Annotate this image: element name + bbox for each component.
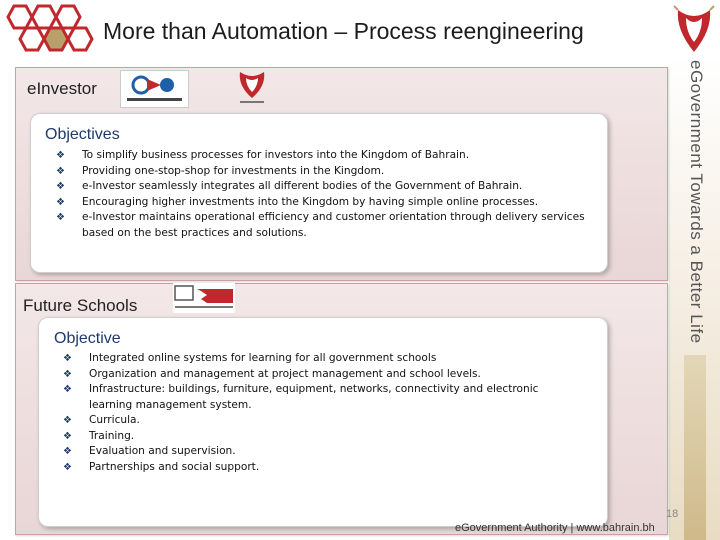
list-item: ❖ e-Investor maintains operational efficiency and customer orientation through delivery services based on the best practices and solutions. (56, 211, 585, 239)
bullet-icon: ❖ (63, 446, 72, 457)
list-item: ❖ To simplify business processes for investors into the Kingdom of Bahrain. (56, 148, 586, 164)
bahrain-emblem-icon (672, 4, 716, 56)
bullet-icon: ❖ (63, 384, 72, 395)
bullet-icon: ❖ (63, 430, 72, 442)
bullet-icon: ❖ (63, 353, 72, 364)
gold-bar (684, 355, 706, 540)
future-schools-objective-list (63, 351, 573, 475)
bullet-icon: ❖ (56, 181, 65, 192)
footer-text: eGovernment Authority | www.bahrain.bh (455, 522, 655, 534)
list-item: ❖ Integrated online systems for learning for all government schools (63, 351, 573, 367)
hexagon-cluster-icon (0, 2, 96, 62)
ministry-emblem-icon (232, 68, 272, 108)
list-item: ❖ Encouraging higher investments into the Kingdom by having simple online processes. (56, 195, 586, 211)
einvestor-logo-icon (121, 71, 188, 107)
list-item: ❖ Evaluation and supervision. (63, 444, 573, 460)
bullet-icon: ❖ (63, 368, 72, 380)
list-item: ❖ Organization and management at project management and school levels. (63, 367, 573, 383)
future-schools-objective-heading: Objective (54, 330, 121, 347)
bullet-icon: ❖ (63, 461, 72, 473)
bullet-icon: ❖ (63, 415, 72, 426)
sidebar-tagline (672, 60, 712, 350)
sidebar-tagline-text: eGovernment Towards a Better Life (687, 60, 706, 344)
list-item: ❖ e-Investor seamlessly integrates all different bodies of the Government of Bahrain. (56, 179, 586, 195)
future-schools-logo-icon (173, 283, 235, 313)
bullet-icon: ❖ (56, 150, 65, 161)
future-schools-logo (173, 283, 235, 313)
hexagon-logo (0, 2, 96, 62)
einvestor-objectives-list (56, 148, 586, 241)
list-item: ❖ Infrastructure: buildings, furniture, equipment, networks, connectivity and electronic learning management system. (63, 383, 539, 411)
list-item: ❖ Training. (63, 429, 573, 445)
page-title: More than Automation – Process reengineering (103, 18, 584, 44)
page-number: 18 (666, 508, 679, 520)
bullet-icon: ❖ (56, 196, 65, 208)
future-schools-label: Future Schools (23, 296, 138, 315)
list-item: ❖ Curricula. (63, 413, 573, 429)
list-item: ❖ Partnerships and social support. (63, 460, 573, 476)
einvestor-label: eInvestor (27, 79, 97, 98)
list-item: ❖ Providing one-stop-shop for investments in the Kingdom. (56, 164, 586, 180)
einvestor-logo (120, 70, 189, 108)
einvestor-objectives-heading: Objectives (45, 126, 120, 143)
bullet-icon: ❖ (56, 165, 65, 177)
bullet-icon: ❖ (56, 212, 65, 223)
